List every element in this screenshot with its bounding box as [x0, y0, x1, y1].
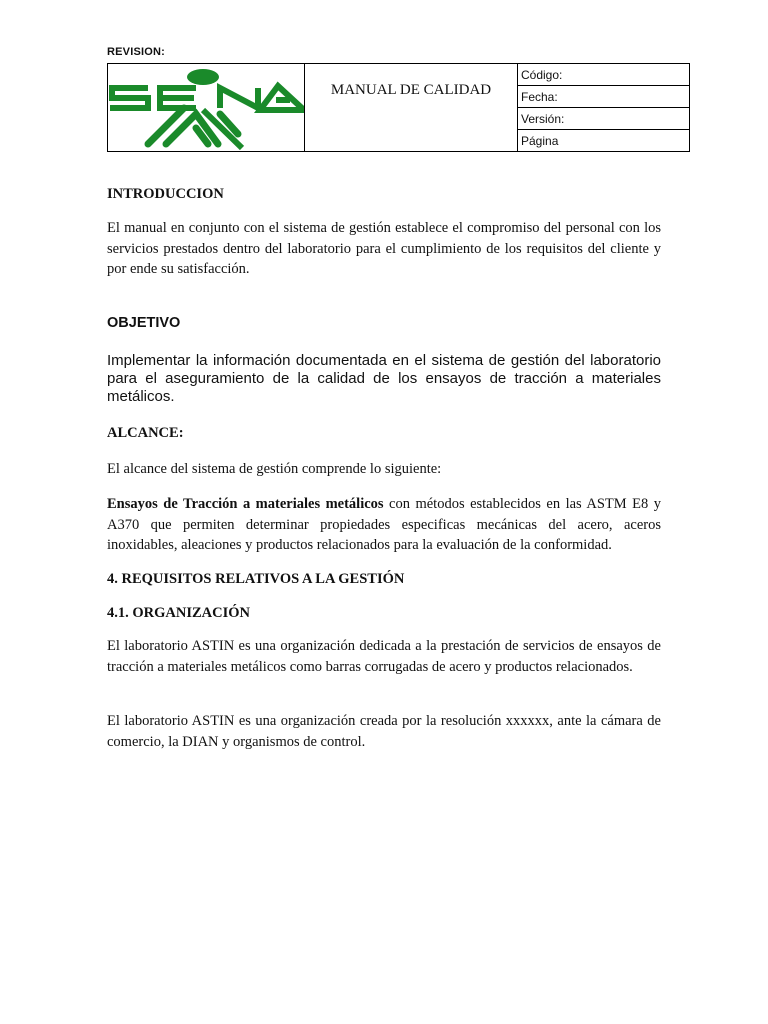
document-header-table: [107, 63, 690, 152]
ensayos-bold: Ensayos de Tracción a materiales metálicos: [107, 496, 384, 512]
intro-text: El manual en conjunto con el sistema de gestión establece el compromiso del personal con los servicios prestados dentro del laboratorio para el cumplimiento de los requisitos del cliente y por ende su satisfacción.: [107, 220, 661, 277]
document-title: MANUAL DE CALIDAD: [305, 64, 518, 152]
ensayos-paragraph: [107, 494, 661, 556]
sena-logo: [108, 64, 304, 151]
field-fecha: Fecha:: [518, 86, 690, 108]
sena-logo-graphic: [108, 64, 304, 151]
alcance-text: El alcance del sistema de gestión comprende lo siguiente:: [107, 461, 442, 477]
field-pagina: Página: [518, 130, 690, 152]
field-codigo: Código:: [518, 64, 690, 86]
field-version: Versión:: [518, 108, 690, 130]
organizacion-text-1: El laboratorio ASTIN es una organización dedicada a la prestación de servicios de ensayos de tracción a materiales metálicos como barras corrugadas de acero y productos relacionados.: [107, 638, 661, 675]
logo-cell: [108, 64, 305, 152]
objetivo-heading: OBJETIVO: [107, 315, 181, 331]
alcance-heading: ALCANCE:: [107, 425, 184, 441]
requisitos-heading: 4. REQUISITOS RELATIVOS A LA GESTIÓN: [107, 571, 405, 587]
organizacion-text-2: El laboratorio ASTIN es una organización creada por la resolución xxxxxx, ante la cámara de comercio, la DIAN y organismos de control.: [107, 713, 661, 750]
intro-heading: INTRODUCCION: [107, 186, 224, 202]
organizacion-heading: 4.1. ORGANIZACIÓN: [107, 605, 250, 621]
objetivo-text: Implementar la información documentada en el sistema de gestión del laboratorio para el aseguramiento de la calidad de los ensayos de tracción a materiales metálicos.: [107, 352, 661, 405]
ensayos-text: con métodos establecidos en las ASTM E8 y A370 que permiten determinar propiedades especificas mecánicas del acero, aceros inoxidables, aleaciones y productos relacionados para la evaluación de la conformidad.: [107, 496, 661, 553]
revision-label: REVISION:: [107, 46, 166, 58]
